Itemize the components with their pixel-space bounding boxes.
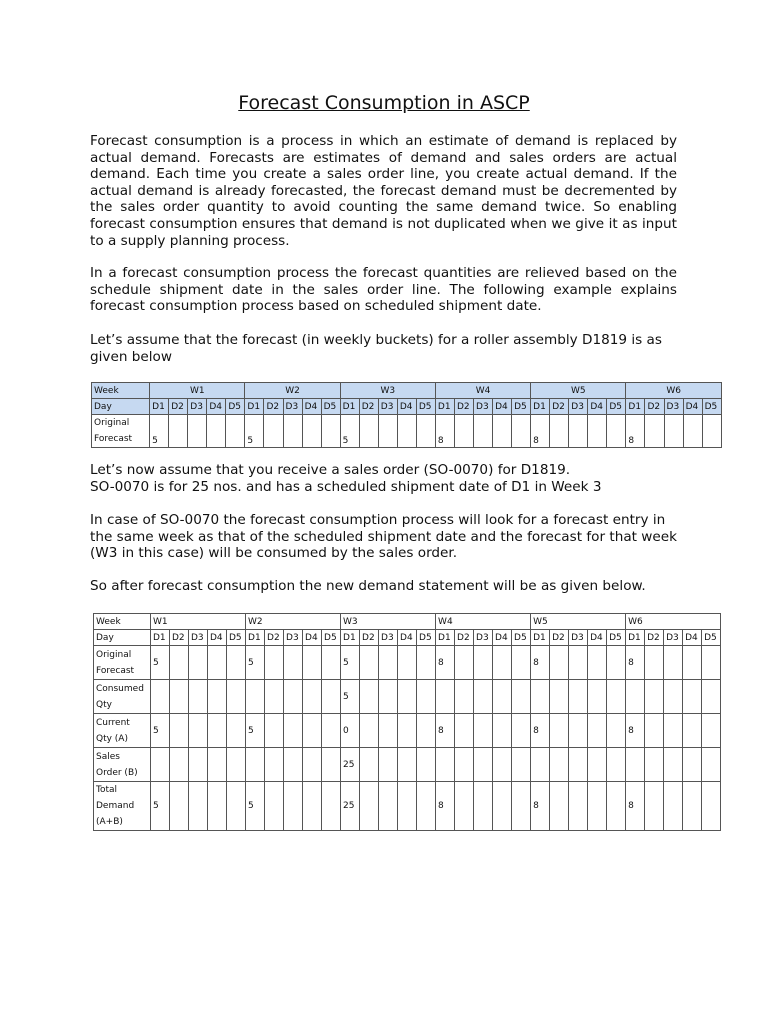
empty-cell (550, 680, 569, 714)
day-header-cell: D4 (588, 399, 607, 415)
empty-cell (550, 782, 569, 831)
value-cell (436, 680, 455, 714)
empty-cell (169, 415, 188, 448)
day-header-cell: D4 (208, 630, 227, 646)
week-header-row (92, 383, 722, 399)
empty-cell (512, 680, 531, 714)
empty-cell (378, 415, 397, 448)
row-label: Sales Order (B) (94, 748, 151, 782)
empty-cell (493, 714, 512, 748)
empty-cell (664, 714, 683, 748)
value-cell: 5 (246, 646, 265, 680)
empty-cell (607, 714, 626, 748)
table-row (94, 646, 721, 680)
empty-cell (284, 646, 303, 680)
empty-cell (569, 680, 588, 714)
empty-cell (588, 748, 607, 782)
empty-cell (226, 415, 245, 448)
day-header-cell: D1 (626, 399, 645, 415)
process-paragraph: In a forecast consumption process the forecast quantities are relieved based on the schedule shipment date in the sales order line. The following example explains forecast consumption process based on scheduled shipment date. (90, 265, 677, 315)
day-header-cell: D5 (607, 630, 626, 646)
empty-cell (683, 714, 702, 748)
sales-order-line-1: Let’s now assume that you receive a sales order (SO-0070) for D1819. (90, 462, 571, 478)
day-header-cell: D1 (626, 630, 645, 646)
day-header-cell: D5 (322, 630, 341, 646)
empty-cell (493, 415, 512, 448)
week-header-row (94, 614, 721, 630)
empty-cell (493, 680, 512, 714)
value-cell: 8 (531, 415, 550, 448)
empty-cell (550, 646, 569, 680)
empty-cell (493, 748, 512, 782)
empty-cell (227, 646, 246, 680)
empty-cell (512, 415, 531, 448)
day-header-cell: D2 (455, 630, 474, 646)
empty-cell (170, 714, 189, 748)
value-cell: 5 (341, 680, 360, 714)
day-header-cell: D3 (569, 630, 588, 646)
empty-cell (265, 748, 284, 782)
day-header-cell: D2 (264, 399, 283, 415)
value-cell: 8 (626, 646, 645, 680)
day-header-cell: D5 (227, 630, 246, 646)
row-label: Consumed Qty (94, 680, 151, 714)
empty-cell (284, 714, 303, 748)
empty-cell (588, 415, 607, 448)
empty-cell (474, 782, 493, 831)
empty-cell (264, 415, 283, 448)
empty-cell (227, 714, 246, 748)
empty-cell (208, 680, 227, 714)
empty-cell (664, 680, 683, 714)
empty-cell (645, 680, 664, 714)
empty-cell (702, 748, 721, 782)
empty-cell (265, 714, 284, 748)
empty-cell (379, 680, 398, 714)
empty-cell (474, 646, 493, 680)
empty-cell (398, 680, 417, 714)
empty-cell (284, 680, 303, 714)
empty-cell (322, 646, 341, 680)
empty-cell (455, 748, 474, 782)
empty-cell (455, 782, 474, 831)
empty-cell (493, 646, 512, 680)
value-cell: 8 (531, 646, 550, 680)
sales-order-line-2: SO-0070 is for 25 nos. and has a scheduled shipment date of D1 in Week 3 (90, 478, 602, 495)
empty-cell (664, 748, 683, 782)
value-cell: 8 (436, 714, 455, 748)
value-cell: 8 (531, 782, 550, 831)
empty-cell (664, 782, 683, 831)
day-header-row (92, 399, 722, 415)
empty-cell (664, 646, 683, 680)
empty-cell (360, 646, 379, 680)
empty-cell (417, 748, 436, 782)
row-label: Current Qty (A) (94, 714, 151, 748)
empty-cell (455, 680, 474, 714)
empty-cell (607, 415, 626, 448)
day-header-cell: D1 (435, 399, 454, 415)
empty-cell (550, 748, 569, 782)
day-header-cell: D4 (397, 399, 416, 415)
empty-cell (360, 714, 379, 748)
empty-cell (398, 646, 417, 680)
empty-cell (474, 680, 493, 714)
result-paragraph: So after forecast consumption the new demand statement will be as given below. (90, 578, 646, 594)
empty-cell (569, 714, 588, 748)
empty-cell (321, 415, 340, 448)
empty-cell (379, 646, 398, 680)
empty-cell (170, 680, 189, 714)
table-row (94, 748, 721, 782)
sales-order-paragraph (90, 462, 677, 495)
empty-cell (493, 782, 512, 831)
assumption-paragraph: Let’s assume that the forecast (in weekly buckets) for a roller assembly D1819 is as given below (90, 332, 662, 365)
empty-cell (189, 782, 208, 831)
empty-cell (397, 415, 416, 448)
value-cell (626, 748, 645, 782)
empty-cell (322, 748, 341, 782)
empty-cell (588, 680, 607, 714)
empty-cell (702, 646, 721, 680)
value-cell: 5 (151, 782, 170, 831)
empty-cell (208, 646, 227, 680)
value-cell (151, 680, 170, 714)
day-header-cell: D3 (189, 630, 208, 646)
empty-cell (512, 714, 531, 748)
value-cell: 8 (435, 415, 454, 448)
value-cell (246, 748, 265, 782)
day-header-cell: D3 (569, 399, 588, 415)
value-cell (151, 748, 170, 782)
week-header-cell: W5 (531, 614, 626, 630)
day-header-cell: D4 (683, 399, 702, 415)
intro-paragraph: Forecast consumption is a process in which an estimate of demand is replaced by actual demand. Forecasts are estimates of demand and sales orders are actual demand. Each time you create a sales order line, you create actual demand. If the actual demand is already forecasted, the forecast demand must be decremented by the sales order quantity to avoid counting the same demand twice. So enabling forecast consumption ensures that demand is not duplicated when we give it as input to a supply planning process. (90, 133, 677, 249)
week-header-cell: W1 (150, 383, 245, 399)
page-title: Forecast Consumption in ASCP (238, 92, 530, 114)
week-header-label: Week (92, 383, 150, 399)
empty-cell (474, 415, 493, 448)
value-cell: 5 (246, 714, 265, 748)
empty-cell (379, 714, 398, 748)
value-cell: 8 (531, 714, 550, 748)
empty-cell (189, 680, 208, 714)
day-header-cell: D4 (398, 630, 417, 646)
empty-cell (645, 646, 664, 680)
empty-cell (322, 680, 341, 714)
day-header-cell: D3 (378, 399, 397, 415)
day-header-cell: D5 (702, 399, 721, 415)
empty-cell (683, 782, 702, 831)
value-cell: 5 (151, 714, 170, 748)
empty-cell (302, 415, 321, 448)
day-header-cell: D5 (512, 630, 531, 646)
empty-cell (284, 782, 303, 831)
empty-cell (265, 646, 284, 680)
value-cell: 25 (341, 782, 360, 831)
day-header-cell: D4 (683, 630, 702, 646)
day-header-cell: D3 (664, 630, 683, 646)
day-header-cell: D5 (416, 399, 435, 415)
empty-cell (359, 415, 378, 448)
empty-cell (303, 680, 322, 714)
empty-cell (170, 748, 189, 782)
value-cell: 8 (626, 782, 645, 831)
empty-cell (683, 680, 702, 714)
empty-cell (303, 646, 322, 680)
table-row (94, 680, 721, 714)
empty-cell (284, 748, 303, 782)
empty-cell (189, 714, 208, 748)
day-header-cell: D1 (245, 399, 264, 415)
empty-cell (607, 646, 626, 680)
value-cell (531, 748, 550, 782)
row-label: Total Demand (A+B) (94, 782, 151, 831)
value-cell (531, 680, 550, 714)
day-header-cell: D3 (474, 630, 493, 646)
empty-cell (702, 714, 721, 748)
empty-cell (322, 782, 341, 831)
day-header-cell: D2 (169, 399, 188, 415)
value-cell: 8 (626, 714, 645, 748)
empty-cell (702, 415, 721, 448)
empty-cell (683, 415, 702, 448)
value-cell (436, 748, 455, 782)
week-header-cell: W4 (436, 614, 531, 630)
week-header-cell: W5 (531, 383, 626, 399)
empty-cell (417, 714, 436, 748)
empty-cell (360, 782, 379, 831)
week-header-cell: W1 (151, 614, 246, 630)
week-header-cell: W3 (341, 614, 436, 630)
empty-cell (683, 748, 702, 782)
empty-cell (474, 748, 493, 782)
empty-cell (227, 680, 246, 714)
empty-cell (189, 646, 208, 680)
empty-cell (550, 714, 569, 748)
empty-cell (417, 646, 436, 680)
week-header-cell: W4 (435, 383, 530, 399)
value-cell: 5 (246, 782, 265, 831)
day-header-cell: D1 (436, 630, 455, 646)
empty-cell (702, 782, 721, 831)
empty-cell (303, 748, 322, 782)
day-header-cell: D5 (607, 399, 626, 415)
day-header-cell: D1 (150, 399, 169, 415)
day-header-cell: D4 (303, 630, 322, 646)
empty-cell (188, 415, 207, 448)
empty-cell (207, 415, 226, 448)
empty-cell (588, 646, 607, 680)
day-header-cell: D1 (151, 630, 170, 646)
empty-cell (322, 714, 341, 748)
day-header-cell: D2 (359, 399, 378, 415)
day-header-cell: D2 (550, 630, 569, 646)
day-header-cell: D2 (645, 630, 664, 646)
empty-cell (607, 680, 626, 714)
empty-cell (189, 748, 208, 782)
empty-cell (265, 782, 284, 831)
empty-cell (702, 680, 721, 714)
empty-cell (455, 714, 474, 748)
value-cell (246, 680, 265, 714)
empty-cell (360, 748, 379, 782)
value-cell: 5 (341, 646, 360, 680)
table-row (94, 714, 721, 748)
day-header-cell: D3 (664, 399, 683, 415)
empty-cell (569, 646, 588, 680)
day-header-cell: D5 (702, 630, 721, 646)
week-header-cell: W6 (626, 614, 721, 630)
empty-cell (170, 782, 189, 831)
empty-cell (417, 782, 436, 831)
day-header-cell: D4 (302, 399, 321, 415)
day-header-cell: D3 (379, 630, 398, 646)
value-cell (626, 680, 645, 714)
day-header-cell: D2 (170, 630, 189, 646)
empty-cell (569, 782, 588, 831)
day-header-cell: D4 (493, 399, 512, 415)
row-label: Original Forecast (94, 646, 151, 680)
empty-cell (416, 415, 435, 448)
empty-cell (303, 782, 322, 831)
empty-cell (398, 714, 417, 748)
empty-cell (664, 415, 683, 448)
week-header-cell: W2 (245, 383, 340, 399)
empty-cell (569, 415, 588, 448)
day-header-cell: D2 (360, 630, 379, 646)
week-header-label: Week (94, 614, 151, 630)
empty-cell (208, 714, 227, 748)
empty-cell (512, 782, 531, 831)
demand-statement-table (93, 613, 721, 831)
empty-cell (474, 714, 493, 748)
empty-cell (303, 714, 322, 748)
day-header-row (94, 630, 721, 646)
week-header-cell: W6 (626, 383, 722, 399)
day-header-cell: D3 (284, 630, 303, 646)
day-header-cell: D3 (283, 399, 302, 415)
value-cell: 5 (340, 415, 359, 448)
empty-cell (398, 748, 417, 782)
empty-cell (398, 782, 417, 831)
consumption-paragraph: In case of SO-0070 the forecast consumption process will look for a forecast entry in the same week as that of the scheduled shipment date and the forecast for that week (W3 in this case) will be consumed by the sales order. (90, 512, 678, 562)
table-row (94, 782, 721, 831)
value-cell: 8 (626, 415, 645, 448)
day-header-cell: D2 (454, 399, 473, 415)
value-cell: 5 (245, 415, 264, 448)
empty-cell (550, 415, 569, 448)
day-header-cell: D1 (246, 630, 265, 646)
empty-cell (455, 646, 474, 680)
week-header-cell: W2 (246, 614, 341, 630)
empty-cell (379, 782, 398, 831)
day-header-cell: D2 (645, 399, 664, 415)
day-header-cell: D3 (474, 399, 493, 415)
value-cell: 25 (341, 748, 360, 782)
empty-cell (588, 782, 607, 831)
empty-cell (454, 415, 473, 448)
empty-cell (283, 415, 302, 448)
day-header-cell: D1 (531, 630, 550, 646)
day-header-label: Day (94, 630, 151, 646)
empty-cell (227, 748, 246, 782)
empty-cell (645, 748, 664, 782)
value-cell: 5 (150, 415, 169, 448)
day-header-cell: D1 (340, 399, 359, 415)
empty-cell (227, 782, 246, 831)
empty-cell (645, 415, 664, 448)
value-cell: 8 (436, 646, 455, 680)
empty-cell (645, 714, 664, 748)
day-header-cell: D1 (531, 399, 550, 415)
empty-cell (512, 646, 531, 680)
empty-cell (607, 748, 626, 782)
empty-cell (645, 782, 664, 831)
empty-cell (569, 748, 588, 782)
day-header-cell: D4 (493, 630, 512, 646)
day-header-cell: D4 (588, 630, 607, 646)
empty-cell (208, 782, 227, 831)
empty-cell (208, 748, 227, 782)
day-header-cell: D5 (417, 630, 436, 646)
empty-cell (588, 714, 607, 748)
empty-cell (417, 680, 436, 714)
day-header-cell: D4 (207, 399, 226, 415)
week-header-cell: W3 (340, 383, 435, 399)
day-header-cell: D2 (550, 399, 569, 415)
day-header-cell: D5 (321, 399, 340, 415)
value-cell: 0 (341, 714, 360, 748)
value-cell: 8 (436, 782, 455, 831)
empty-cell (265, 680, 284, 714)
day-header-label: Day (92, 399, 150, 415)
empty-cell (379, 748, 398, 782)
day-header-cell: D5 (226, 399, 245, 415)
empty-cell (512, 748, 531, 782)
row-label: Original Forecast (92, 415, 150, 448)
day-header-cell: D5 (512, 399, 531, 415)
day-header-cell: D1 (341, 630, 360, 646)
table-row (92, 415, 722, 448)
empty-cell (360, 680, 379, 714)
empty-cell (607, 782, 626, 831)
value-cell: 5 (151, 646, 170, 680)
forecast-table (91, 382, 722, 448)
day-header-cell: D3 (188, 399, 207, 415)
empty-cell (170, 646, 189, 680)
day-header-cell: D2 (265, 630, 284, 646)
empty-cell (683, 646, 702, 680)
